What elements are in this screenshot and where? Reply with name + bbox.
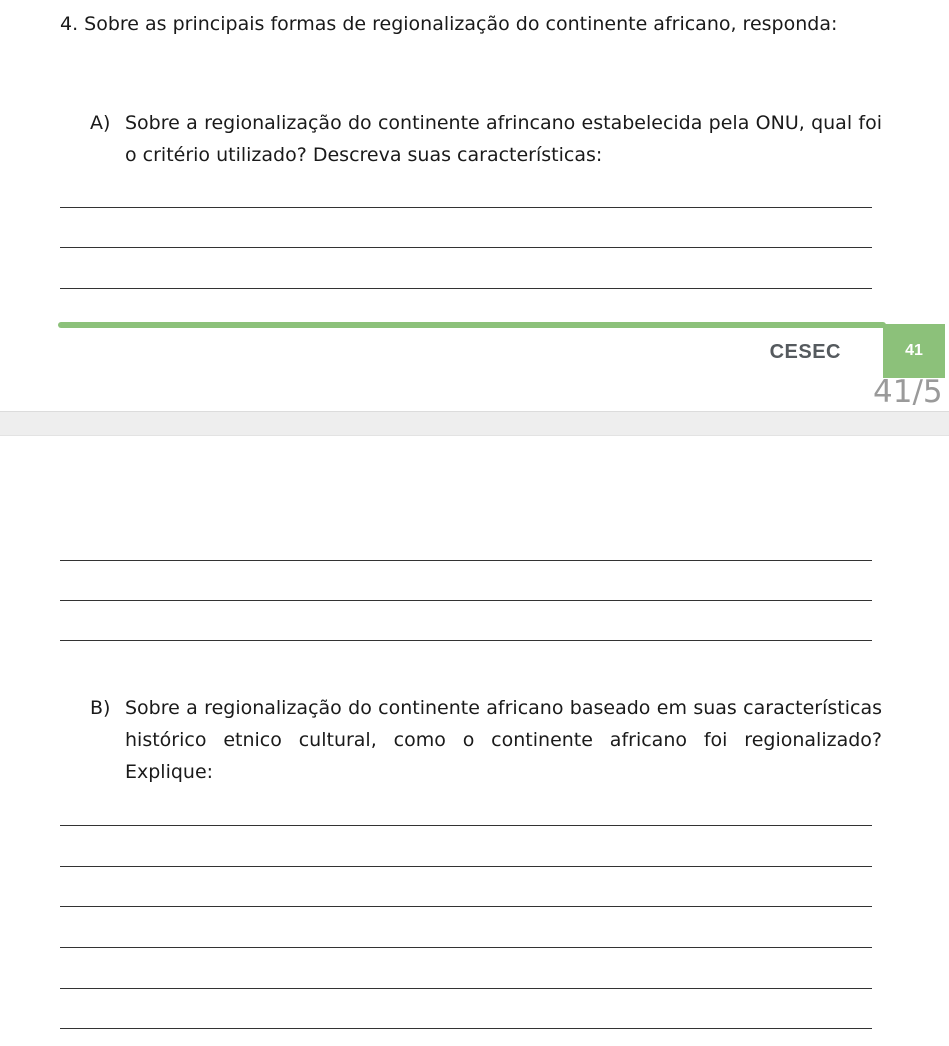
question-title: 4. Sobre as principais formas de regionalização do continente africano, responda: [60,13,838,35]
answer-line [60,947,872,948]
answer-line [60,288,872,289]
answer-line [60,825,872,826]
answer-line [60,247,872,248]
answer-line [60,988,872,989]
answer-line [60,640,872,641]
answer-line [60,560,872,561]
part-b-marker: B) [90,697,111,719]
footer-school-label: CESEC [769,341,841,363]
viewer-page-counter: 41/5 [873,374,943,410]
page-number-badge: 41 [883,324,945,378]
answer-line [60,600,872,601]
answer-line [60,866,872,867]
answer-line [60,207,872,208]
answer-line [60,1028,872,1029]
part-b-text: Sobre a regionalização do continente africano baseado em suas características histórico etnico cultural, como o continente africano foi regionalizado? Explique: [125,697,882,783]
page-separator [0,411,949,436]
part-a-text: Sobre a regionalização do continente afrincano estabelecida pela ONU, qual foi o critério utilizado? Descreva suas características: [125,112,882,166]
answer-line [60,906,872,907]
footer-divider [58,322,886,328]
question-part-b [90,692,882,788]
part-a-marker: A) [90,112,111,134]
question-part-a [90,107,882,171]
